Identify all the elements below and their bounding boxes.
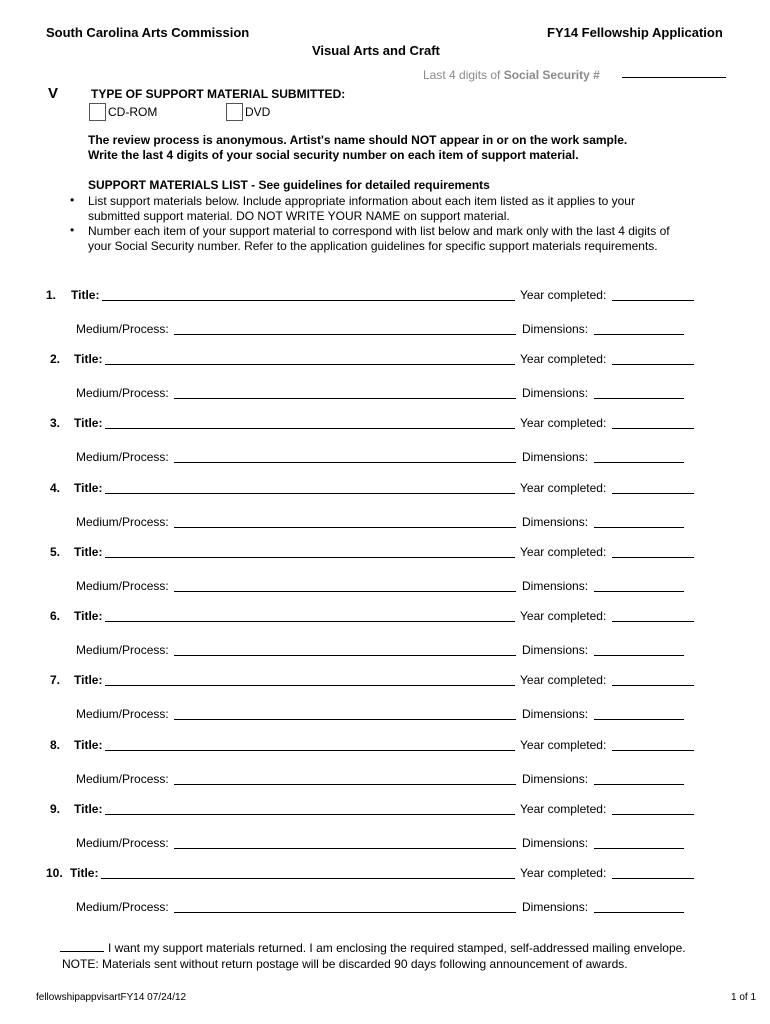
ssn-label-bold: Social Security # <box>503 68 600 82</box>
title-label: Title: <box>74 673 103 687</box>
anonymous-notice-line1: The review process is anonymous. Artist's name should NOT appear in or on the work sample. <box>88 133 628 147</box>
medium-input-line[interactable] <box>174 912 516 913</box>
title-label: Title: <box>74 416 103 430</box>
item-number: 7. <box>50 673 61 687</box>
title-label: Title: <box>74 738 103 752</box>
year-completed-label: Year completed: <box>520 866 607 880</box>
year-completed-input-line[interactable] <box>612 878 694 879</box>
title-label: Title: <box>74 545 103 559</box>
dimensions-input-line[interactable] <box>594 719 684 720</box>
dimensions-label: Dimensions: <box>522 579 589 593</box>
dimensions-label: Dimensions: <box>522 707 589 721</box>
year-completed-label: Year completed: <box>520 481 607 495</box>
dimensions-label: Dimensions: <box>522 772 589 786</box>
title-input-line[interactable] <box>105 428 515 429</box>
ssn-label-prefix: Last 4 digits of <box>423 68 504 82</box>
medium-label: Medium/Process: <box>76 450 169 464</box>
medium-input-line[interactable] <box>174 848 516 849</box>
medium-label: Medium/Process: <box>76 515 169 529</box>
title-input-line[interactable] <box>105 685 515 686</box>
medium-input-line[interactable] <box>174 719 516 720</box>
item-number: 1. <box>46 288 57 302</box>
title-label: Title: <box>74 609 103 623</box>
medium-label: Medium/Process: <box>76 322 169 336</box>
title-label: Title: <box>74 352 103 366</box>
year-completed-label: Year completed: <box>520 416 607 430</box>
form-code: fellowshipappvisartFY14 07/24/12 <box>36 992 187 1003</box>
cd-rom-checkbox[interactable] <box>89 103 106 121</box>
return-request-text: I want my support materials returned. I am enclosing the required stamped, self-addressed mailing envelope. <box>108 941 686 955</box>
year-completed-input-line[interactable] <box>612 685 694 686</box>
year-completed-label: Year completed: <box>520 673 607 687</box>
medium-input-line[interactable] <box>174 334 516 335</box>
dimensions-label: Dimensions: <box>522 450 589 464</box>
item-number: 10. <box>46 866 63 880</box>
dimensions-label: Dimensions: <box>522 322 589 336</box>
dvd-checkbox[interactable] <box>226 103 243 121</box>
year-completed-label: Year completed: <box>520 288 607 302</box>
medium-input-line[interactable] <box>174 527 516 528</box>
year-completed-input-line[interactable] <box>612 814 694 815</box>
year-completed-label: Year completed: <box>520 738 607 752</box>
dimensions-input-line[interactable] <box>594 591 684 592</box>
dimensions-label: Dimensions: <box>522 386 589 400</box>
item-number: 9. <box>50 802 61 816</box>
title-label: Title: <box>74 802 103 816</box>
item-number: 3. <box>50 416 61 430</box>
title-label: Title: <box>74 481 103 495</box>
item-number: 4. <box>50 481 61 495</box>
title-input-line[interactable] <box>102 300 515 301</box>
dimensions-input-line[interactable] <box>594 655 684 656</box>
support-type-heading: TYPE OF SUPPORT MATERIAL SUBMITTED: <box>91 87 346 101</box>
item-number: 5. <box>50 545 61 559</box>
item-number: 8. <box>50 738 61 752</box>
title-input-line[interactable] <box>105 814 515 815</box>
title-input-line[interactable] <box>105 364 515 365</box>
title-input-line[interactable] <box>101 878 515 879</box>
dimensions-input-line[interactable] <box>594 398 684 399</box>
ssn-label <box>423 68 600 82</box>
cd-rom-label: CD-ROM <box>108 105 158 119</box>
instruction-2-line1: Number each item of your support material to correspond with list below and mark only with the last 4 digits of <box>88 224 670 238</box>
year-completed-label: Year completed: <box>520 609 607 623</box>
title-input-line[interactable] <box>105 750 515 751</box>
dimensions-input-line[interactable] <box>594 912 684 913</box>
year-completed-input-line[interactable] <box>612 750 694 751</box>
dimensions-label: Dimensions: <box>522 515 589 529</box>
support-list-heading: SUPPORT MATERIALS LIST - See guidelines for detailed requirements <box>88 178 490 192</box>
medium-input-line[interactable] <box>174 591 516 592</box>
return-postage-note: NOTE: Materials sent without return postage will be discarded 90 days following announcement of awards. <box>62 957 628 971</box>
year-completed-input-line[interactable] <box>612 493 694 494</box>
instruction-2-line2: your Social Security number. Refer to the application guidelines for specific support materials requirements. <box>88 239 658 253</box>
medium-label: Medium/Process: <box>76 386 169 400</box>
form-subtitle: Visual Arts and Craft <box>312 43 440 58</box>
section-letter: V <box>48 85 59 102</box>
bullet-icon: • <box>70 223 75 237</box>
medium-input-line[interactable] <box>174 462 516 463</box>
year-completed-label: Year completed: <box>520 352 607 366</box>
medium-label: Medium/Process: <box>76 707 169 721</box>
medium-label: Medium/Process: <box>76 579 169 593</box>
anonymous-notice-line2: Write the last 4 digits of your social security number on each item of support material. <box>88 148 579 162</box>
medium-label: Medium/Process: <box>76 836 169 850</box>
organization-name: South Carolina Arts Commission <box>46 25 250 40</box>
title-label: Title: <box>70 866 99 880</box>
year-completed-label: Year completed: <box>520 545 607 559</box>
medium-input-line[interactable] <box>174 655 516 656</box>
instruction-1-line2: submitted support material. DO NOT WRITE YOUR NAME on support material. <box>88 209 510 223</box>
dimensions-input-line[interactable] <box>594 462 684 463</box>
item-number: 6. <box>50 609 61 623</box>
ssn-input-line[interactable] <box>622 77 726 78</box>
dvd-label: DVD <box>245 105 271 119</box>
year-completed-label: Year completed: <box>520 802 607 816</box>
return-request-line[interactable] <box>60 951 104 952</box>
title-input-line[interactable] <box>105 493 515 494</box>
dimensions-input-line[interactable] <box>594 527 684 528</box>
dimensions-input-line[interactable] <box>594 784 684 785</box>
dimensions-input-line[interactable] <box>594 848 684 849</box>
medium-input-line[interactable] <box>174 784 516 785</box>
title-input-line[interactable] <box>105 557 515 558</box>
bullet-icon: • <box>70 193 75 207</box>
title-label: Title: <box>71 288 100 302</box>
dimensions-input-line[interactable] <box>594 334 684 335</box>
form-title: FY14 Fellowship Application <box>547 25 723 40</box>
medium-label: Medium/Process: <box>76 772 169 786</box>
year-completed-input-line[interactable] <box>612 364 694 365</box>
dimensions-label: Dimensions: <box>522 836 589 850</box>
medium-input-line[interactable] <box>174 398 516 399</box>
medium-label: Medium/Process: <box>76 643 169 657</box>
page-number: 1 of 1 <box>731 992 757 1003</box>
dimensions-label: Dimensions: <box>522 643 589 657</box>
dimensions-label: Dimensions: <box>522 900 589 914</box>
year-completed-input-line[interactable] <box>612 557 694 558</box>
year-completed-input-line[interactable] <box>612 300 694 301</box>
item-number: 2. <box>50 352 61 366</box>
medium-label: Medium/Process: <box>76 900 169 914</box>
year-completed-input-line[interactable] <box>612 428 694 429</box>
year-completed-input-line[interactable] <box>612 621 694 622</box>
title-input-line[interactable] <box>105 621 515 622</box>
instruction-1-line1: List support materials below. Include appropriate information about each item listed as it applies to your <box>88 194 635 208</box>
